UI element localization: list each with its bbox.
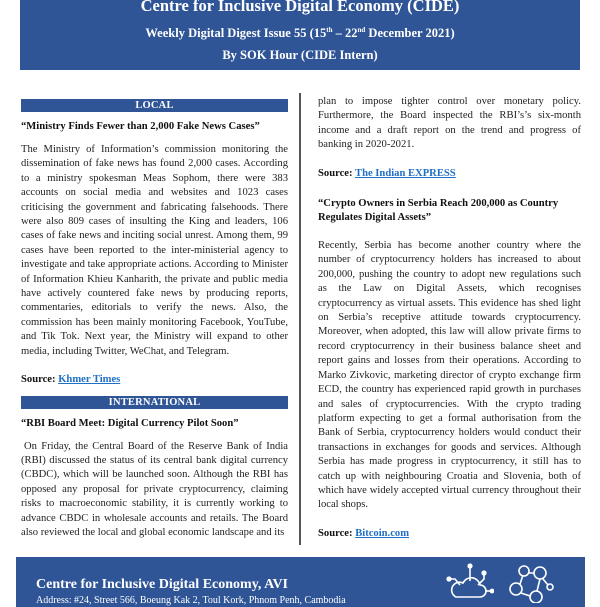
header-title: Centre for Inclusive Digital Economy (CIDE) <box>140 0 460 15</box>
source-label: Source: <box>318 527 353 539</box>
article-headline: “RBI Board Meet: Digital Currency Pilot Soon” <box>21 417 239 429</box>
source-link[interactable]: Bitcoin.com <box>355 527 410 539</box>
article-source <box>318 167 581 181</box>
footer-org-name: Centre for Inclusive Digital Economy, AVI <box>36 577 289 592</box>
article-body: Recently, Serbia has become another country where the number of cryptocurrency holders has increased to about 200,000, pushing the country to adopt new regulations such as the Law on Digital Assets, which recognises cryptocurrency as virtual assets. This evidence has shed light on Serbia’s receptive attitude towards cryptocurrency. Moreover, when adopted, this law will allow private firms to record cryptocurrency in their business balance sheet and report gains and losses from their operations. According to Marko Zivkovic, marketing director of crypto exchange firm ECD, the country has experienced rapid growth in purchases and sales of cryptocurrencies. With the crypto trading platform expecting to get a formal authorisation from the Bank of Serbia, cryptocurrency holders would conduct their transactions in exchanges for goods and services. Although Serbia has made progress in cryptocurrency, it still has to catch up with neighbouring Croatia and Slovenia, both of which have widely accepted virtual currency throughout their local shops. <box>318 240 581 511</box>
source-label: Source: <box>21 374 56 386</box>
column-divider <box>299 93 301 545</box>
source-link[interactable]: Khmer Times <box>58 374 121 386</box>
article-body: The Ministry of Information’s commission monitoring the dissemination of fake news has found 2,000 cases. According to a ministry spokesman Meas Sophom, there were 383 accounts on social media and websites and 1023 cases criticising the government and fabricating falsehoods. There were also 809 cases of insulting the King and leaders, 106 cases of fake news and inciting social unrest. Among them, 99 cases have been reported to the inter-ministerial agency to investigate and take appropriate actions. According to Minister of Information Khieu Kanharith, the private and public media have actively countered fake news by producing reports, commentaries, editorials to verify the news. Also, the commission has been mainly monitoring Facebook, YouTube, and Tik Tok. Next year, the Ministry will expand to other media, including Twitter, WeChat, and Telegram. <box>21 144 288 357</box>
subtitle-part: December 2021) <box>365 26 455 41</box>
article-body-continued: plan to impose tighter control over monetary policy. Furthermore, the Board inspected the RBI’s’s six-month income and a draft report on the trend and progress of banking in 2020-2021. <box>318 96 581 151</box>
right-column <box>318 95 581 541</box>
subtitle-part: – 22 <box>332 26 358 41</box>
article-source <box>318 527 581 541</box>
newsletter-header <box>20 0 580 70</box>
header-byline: By SOK Hour (CIDE Intern) <box>222 48 378 63</box>
subtitle-sup: nd <box>357 26 366 34</box>
article-headline: “Ministry Finds Fewer than 2,000 Fake News Cases” <box>21 121 260 132</box>
source-label: Source: <box>318 167 353 179</box>
left-column <box>21 99 288 540</box>
subtitle-part: Weekly Digital Digest Issue 55 (15 <box>145 26 327 41</box>
article-source <box>21 373 288 387</box>
section-bar-international: INTERNATIONAL <box>21 396 288 409</box>
cloud-network-icon <box>444 563 494 603</box>
source-link[interactable]: The Indian EXPRESS <box>355 167 456 179</box>
people-network-icon <box>506 563 556 603</box>
section-bar-local: LOCAL <box>21 99 288 112</box>
footer-address: Address: #24, Street 566, Boeung Kak 2, Toul Kork, Phnom Penh, Cambodia <box>36 595 346 606</box>
header-subtitle <box>20 23 580 40</box>
article-headline: “Crypto Owners in Serbia Reach 200,000 as Country Regulates Digital Assets” <box>318 198 559 224</box>
subtitle-sup: th <box>326 26 333 34</box>
article-body: On Friday, the Central Board of the Reserve Bank of India (RBI) discussed the status of its central bank digital currency (CBDC), which will be launched soon. Although the RBI has opposed any proposal for private cryptocurrency, claiming risks to macroeconomic stability, it is currently working to advance CBDC in wholesale accounts and retails. The Board also reviewed the local and global economic landscape and its <box>21 440 288 538</box>
